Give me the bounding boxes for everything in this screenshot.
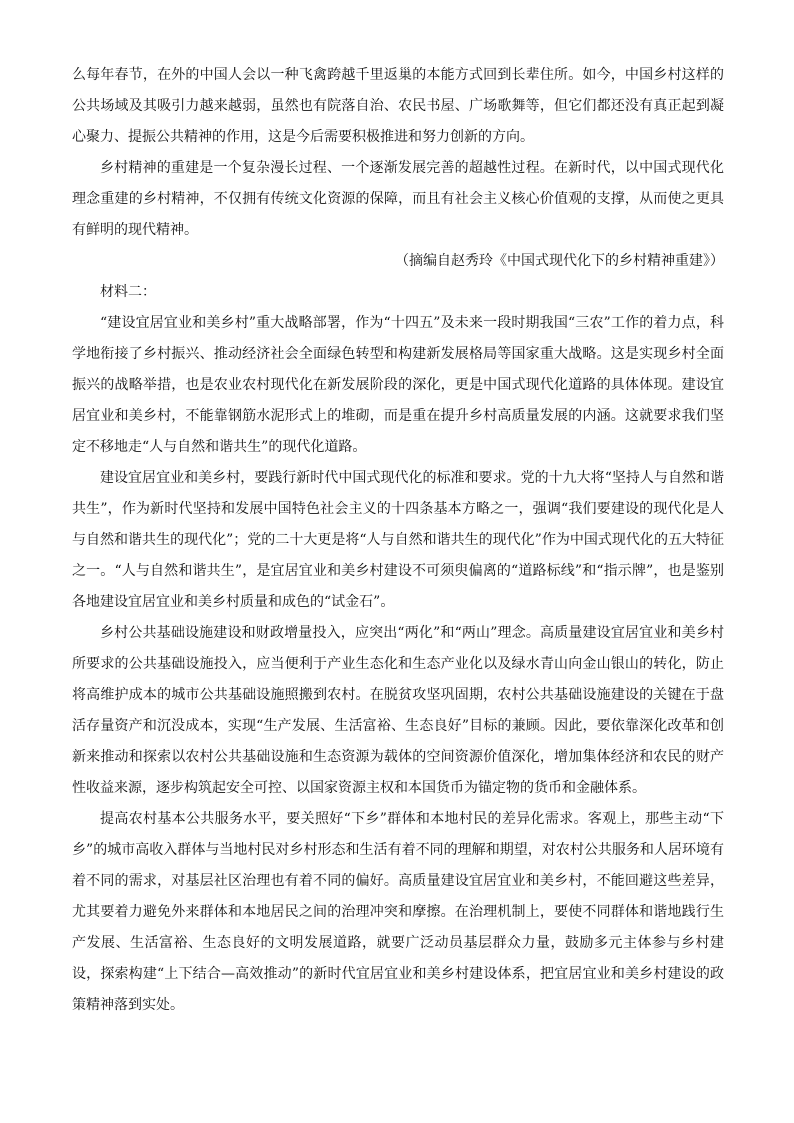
paragraph-public-services: 提高农村基本公共服务水平，要关照好“下乡”群体和本地村民的差异化需求。客观上，那些主动“下乡”的城市高收入群体与当地村民对乡村形态和生活有着不同的理解和期望，对农村公共服务和人居环境有着不同的需求，对基层社区治理也有着不同的偏好。高质量建设宜居宜业和美乡村，不能回避这些差异，尤其要着力避免外来群体和本地居民之间的治理冲突和摩擦。在治理机制上，要使不同群体和谐地践行生产发展、生活富裕、生态良好的文明发展道路，就要广泛动员基层群众力量，鼓励多元主体参与乡村建设，探索构建“上下结合—高效推动”的新时代宜居宜业和美乡村建设体系，把宜居宜业和美乡村建设的政策精神落到实处。 (72, 811, 724, 1013)
paragraph-continuation: 么每年春节，在外的中国人会以一种飞禽跨越千里返巢的本能方式回到长辈住所。如今，中国乡村这样的公共场域及其吸引力越来越弱，虽然也有院落自治、农民书屋、广场歌舞等，但它们都还没有真正起到凝心聚力、提振公共精神的作用，这是今后需要积极推进和努力创新的方向。 (72, 67, 724, 145)
paragraph-rural-spirit: 乡村精神的重建是一个复杂漫长过程、一个逐渐发展完善的超越性过程。在新时代，以中国式现代化理念重建的乡村精神，不仅拥有传统文化资源的保障，而且有社会主义核心价值观的支撑，从而使之更具有鲜明的现代精神。 (72, 160, 724, 238)
document-page (72, 60, 724, 1021)
paragraph-infrastructure: 乡村公共基础设施建设和财政增量投入，应突出“两化”和“两山”理念。高质量建设宜居宜业和美乡村所要求的公共基础设施投入，应当便利于产业生态化和生态产业化以及绿水青山向金山银山的转化，防止将高维护成本的城市公共基础设施照搬到农村。在脱贫攻坚巩固期，农村公共基础设施建设的关键在于盘活存量资产和沉没成本，实现“生产发展、生活富裕、生态良好”目标的兼顾。因此，要依靠深化改革和创新来推动和探索以农村公共基础设施和生态资源为载体的空间资源价值深化，增加集体经济和农民的财产性收益来源，逐步构筑起安全可控、以国家资源主权和本国货币为锚定物的货币和金融体系。 (72, 625, 724, 796)
material-heading: 材料二： (100, 284, 156, 300)
paragraph-strategy: “建设宜居宜业和美乡村”重大战略部署，作为“十四五”及未来一段时期我国“三农”工作的着力点，科学地衔接了乡村振兴、推动经济社会全面绿色转型和构建新发展格局等国家重大战略。这是实现乡村全面振兴的战略举措，也是农业农村现代化在新发展阶段的深化，更是中国式现代化道路的具体体现。建设宜居宜业和美乡村，不能靠钢筋水泥形式上的堆砌，而是重在提升乡村高质量发展的内涵。这就要求我们坚定不移地走“人与自然和谐共生”的现代化道路。 (72, 315, 724, 455)
paragraph-standards: 建设宜居宜业和美乡村，要践行新时代中国式现代化的标准和要求。党的十九大将“坚持人与自然和谐共生”，作为新时代坚持和发展中国特色社会主义的十四条基本方略之一，强调“我们要建设的现代化是人与自然和谐共生的现代化”；党的二十大更是将“人与自然和谐共生的现代化”作为中国式现代化的五大特征之一。“人与自然和谐共生”，是宜居宜业和美乡村建设不可须臾偏离的“道路标线”和“指示牌”，也是鉴别各地建设宜居宜业和美乡村质量和成色的“试金石”。 (72, 470, 724, 610)
source-citation: （摘编自赵秀玲《中国式现代化下的乡村精神重建》） (395, 253, 724, 269)
